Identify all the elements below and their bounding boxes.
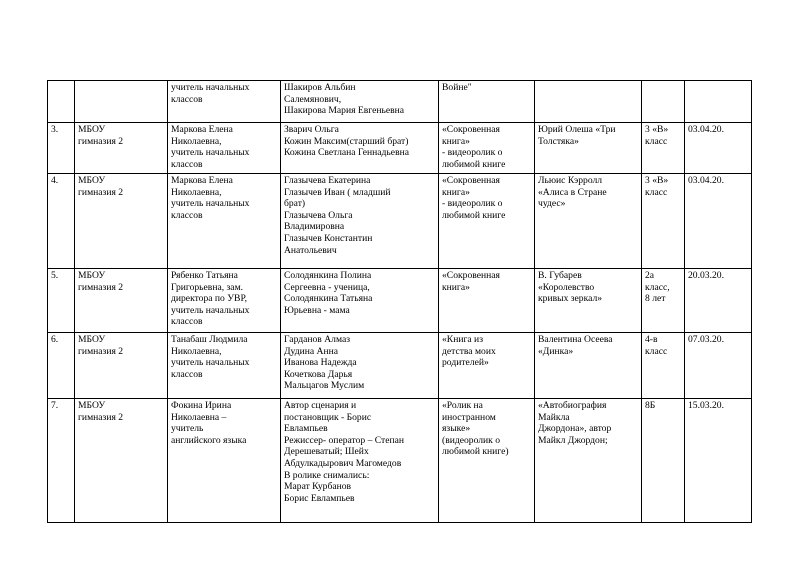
teacher-cell: Фокина Ирина Николаевна – учитель английского языка: [168, 399, 281, 523]
organization-cell: МБОУ гимназия 2: [75, 174, 168, 269]
book-cell: «Автобиография Майкла Джордона», автор Майкл Джордон;: [535, 399, 642, 523]
class-cell: 3 «В» класс: [642, 123, 685, 174]
teacher-cell: Танабаш Людмила Николаевна, учитель начальных классов: [168, 333, 281, 399]
date-cell: 15.03.20.: [685, 399, 752, 523]
participants-cell: Зварич Ольга Кожин Максим(старший брат) Кожина Светлана Геннадьевна: [281, 123, 439, 174]
participants-cell: Шакиров Альбин Салемянович, Шакирова Мария Евгеньевна: [281, 81, 439, 123]
video-title-cell: «Книга из детства моих родителей»: [439, 333, 535, 399]
class-cell: 3 «В» класс: [642, 174, 685, 269]
row-number: [48, 81, 75, 123]
book-cell: Юрий Олеша «Три Толстяка»: [535, 123, 642, 174]
table-row: [48, 81, 752, 123]
teacher-cell: Рябенко Татьяна Григорьевна, зам. директора по УВР, учитель начальных классов: [168, 269, 281, 333]
table-row: [48, 399, 752, 523]
class-cell: 2а класс, 8 лет: [642, 269, 685, 333]
organization-cell: [75, 81, 168, 123]
table-body: [48, 81, 752, 523]
participants-cell: Солодянкина Полина Сергеевна - ученица, Солодянкина Татьяна Юрьевна - мама: [281, 269, 439, 333]
organization-cell: МБОУ гимназия 2: [75, 399, 168, 523]
organization-cell: МБОУ гимназия 2: [75, 269, 168, 333]
date-cell: 20.03.20.: [685, 269, 752, 333]
book-cell: Льюис Кэрролл «Алиса в Стране чудес»: [535, 174, 642, 269]
video-title-cell: «Сокровенная книга»: [439, 269, 535, 333]
date-cell: 03.04.20.: [685, 174, 752, 269]
date-cell: [685, 81, 752, 123]
participants-cell: Гарданов Алмаз Дудина Анна Иванова Надежда Кочеткова Дарья Мальцагов Муслим: [281, 333, 439, 399]
row-number: 3.: [48, 123, 75, 174]
row-number: 4.: [48, 174, 75, 269]
participants-table: [47, 80, 752, 523]
row-number: 7.: [48, 399, 75, 523]
row-number: 6.: [48, 333, 75, 399]
video-title-cell: «Сокровенная книга» - видеоролик о любимой книге: [439, 123, 535, 174]
book-cell: В. Губарев «Королевство кривых зеркал»: [535, 269, 642, 333]
organization-cell: МБОУ гимназия 2: [75, 123, 168, 174]
class-cell: [642, 81, 685, 123]
video-title-cell: Войне": [439, 81, 535, 123]
table-row: [48, 123, 752, 174]
teacher-cell: Маркова Елена Николаевна, учитель начальных классов: [168, 123, 281, 174]
row-number: 5.: [48, 269, 75, 333]
video-title-cell: «Сокровенная книга» - видеоролик о любимой книге: [439, 174, 535, 269]
video-title-cell: «Ролик на иностранном языке» (видеоролик о любимой книге): [439, 399, 535, 523]
class-cell: 8Б: [642, 399, 685, 523]
table-row: [48, 174, 752, 269]
teacher-cell: учитель начальных классов: [168, 81, 281, 123]
book-cell: Валентина Осеева «Динка»: [535, 333, 642, 399]
class-cell: 4-в класс: [642, 333, 685, 399]
date-cell: 03.04.20.: [685, 123, 752, 174]
participants-cell: Автор сценария и постановщик - Борис Евлампьев Режиссер- оператор – Степан Дерешеватый; Шейх Абдулкадырович Магомедов В ролике снимались: Марат Курбанов Борис Евлампьев: [281, 399, 439, 523]
teacher-cell: Маркова Елена Николаевна, учитель начальных классов: [168, 174, 281, 269]
participants-cell: Глазычева Екатерина Глазычев Иван ( младший брат) Глазычева Ольга Владимировна Глазычев Константин Анатольевич: [281, 174, 439, 269]
book-cell: [535, 81, 642, 123]
date-cell: 07.03.20.: [685, 333, 752, 399]
table-row: [48, 333, 752, 399]
table-row: [48, 269, 752, 333]
organization-cell: МБОУ гимназия 2: [75, 333, 168, 399]
